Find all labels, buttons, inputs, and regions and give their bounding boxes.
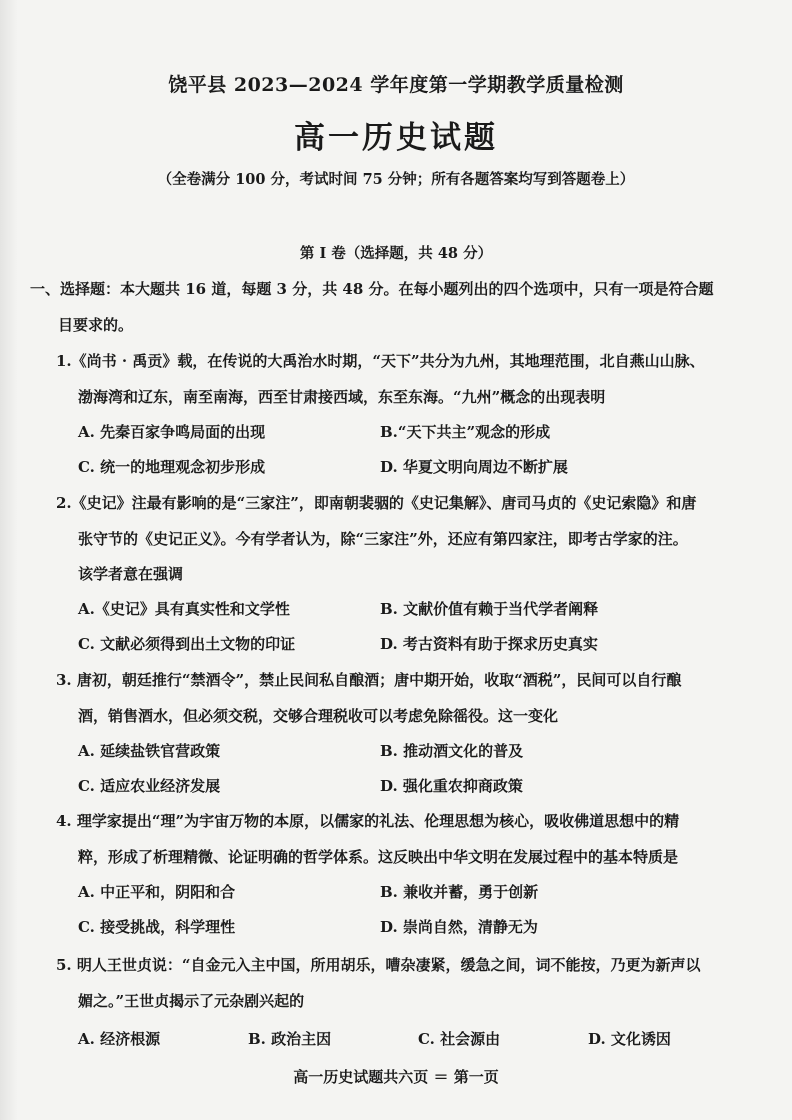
question-2-option-d: D. 考古资料有助于探求历史真实 <box>380 635 598 653</box>
question-1-option-a: A. 先秦百家争鸣局面的出现 <box>78 423 266 441</box>
question-3-line-1: 3. 唐初，朝廷推行“禁酒令”，禁止民间私自酿酒；唐中期开始，收取“酒税”，民间可以自行酿 <box>56 671 682 689</box>
question-1-line-1: 1.《尚书 · 禹贡》载，在传说的大禹治水时期，“天下”共分为九州，其地理范围，北自燕山山脉、 <box>56 352 705 370</box>
exam-title: 高一历史试题 <box>294 120 498 156</box>
page-footer: 高一历史试题共六页 ＝ 第一页 <box>293 1068 499 1086</box>
question-1-option-b: B.“天下共主”观念的形成 <box>380 423 551 441</box>
question-2-option-c: C. 文献必须得到出土文物的印证 <box>78 635 296 653</box>
question-3-option-a: A. 延续盐铁官营政策 <box>78 742 221 760</box>
question-5-option-a: A. 经济根源 <box>78 1030 161 1048</box>
question-2-line-1: 2.《史记》注最有影响的是“三家注”，即南朝裴骃的《史记集解》、唐司马贞的《史记索隐》和唐 <box>56 494 697 512</box>
question-5-option-c: C. 社会源由 <box>418 1030 501 1048</box>
question-5-line-1: 5. 明人王世贞说：“自金元入主中国，所用胡乐，嘈杂凄紧，缓急之间，词不能按，乃更为新声以 <box>56 956 701 974</box>
question-3-option-c: C. 适应农业经济发展 <box>78 777 221 795</box>
question-1-option-d: D. 华夏文明向周边不断扩展 <box>380 458 568 476</box>
exam-note: （全卷满分 100 分，考试时间 75 分钟；所有各题答案均写到答题卷上） <box>157 171 635 188</box>
question-3-option-b: B. 推动酒文化的普及 <box>380 742 524 760</box>
section-instruction-line-1: 一、选择题：本大题共 16 道，每题 3 分，共 48 分。在每小题列出的四个选项中，只有一项是符合题 <box>30 280 714 298</box>
question-4-option-b: B. 兼收并蓄，勇于创新 <box>380 883 539 901</box>
exam-header: 饶平县 2023—2024 学年度第一学期教学质量检测 <box>168 74 624 96</box>
question-5-line-2: 媚之。”王世贞揭示了元杂剧兴起的 <box>78 992 305 1010</box>
section-instruction-line-2: 目要求的。 <box>58 316 134 334</box>
question-1-line-2: 渤海湾和辽东，南至南海，西至甘肃接西域，东至东海。“九州”概念的出现表明 <box>78 388 606 406</box>
question-2-line-2: 张守节的《史记正义》。今有学者认为，除“三家注”外，还应有第四家注，即考古学家的注。 <box>78 530 688 548</box>
question-4-line-2: 粹，形成了析理精微、论证明确的哲学体系。这反映出中华文明在发展过程中的基本特质是 <box>78 848 679 866</box>
question-2-option-a: A.《史记》具有真实性和文学性 <box>78 600 290 618</box>
question-2-option-b: B. 文献价值有赖于当代学者阐释 <box>380 600 599 618</box>
question-3-line-2: 酒，销售酒水，但必须交税，交够合理税收可以考虑免除徭役。这一变化 <box>78 707 559 725</box>
question-4-option-c: C. 接受挑战，科学理性 <box>78 918 236 936</box>
section-title: 第 Ⅰ 卷（选择题，共 48 分） <box>299 245 493 262</box>
question-5-option-d: D. 文化诱因 <box>588 1030 671 1048</box>
question-2-line-3: 该学者意在强调 <box>78 565 184 583</box>
question-5-option-b: B. 政治主因 <box>248 1030 332 1048</box>
question-4-option-d: D. 崇尚自然，清静无为 <box>380 918 538 936</box>
question-1-option-c: C. 统一的地理观念初步形成 <box>78 458 266 476</box>
question-3-option-d: D. 强化重农抑商政策 <box>380 777 523 795</box>
question-4-option-a: A. 中正平和，阴阳和合 <box>78 883 236 901</box>
question-4-line-1: 4. 理学家提出“理”为宇宙万物的本原，以儒家的礼法、伦理思想为核心，吸收佛道思想中的精 <box>56 812 680 830</box>
